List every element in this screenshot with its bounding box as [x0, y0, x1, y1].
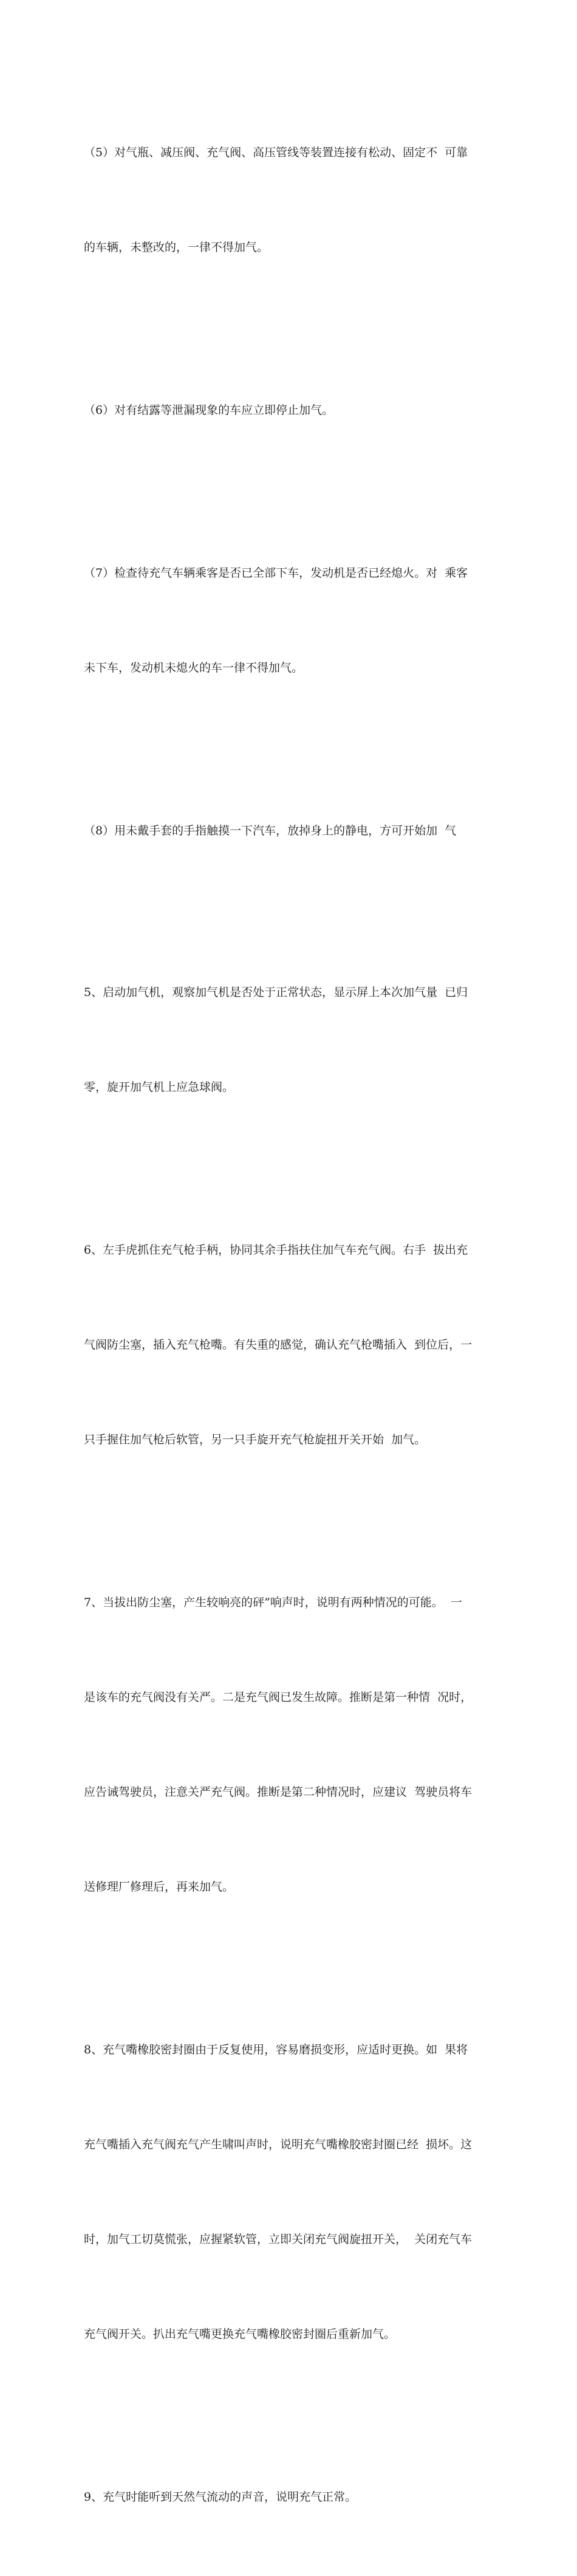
paragraph-step-7 [84, 1523, 503, 1966]
paragraph-item-8 [84, 752, 503, 910]
paragraph-step-5 [84, 913, 503, 1166]
paragraph-step-9 [84, 2418, 503, 2576]
text-line: 零，旋开加气机上应急球阀。 [84, 1080, 234, 1094]
paragraph-step-8 [84, 1971, 503, 2413]
paragraph-item-7 [84, 494, 503, 747]
paragraph-item-6 [84, 331, 503, 489]
text-line: 送修理厂修理后，再来加气。 [84, 1880, 234, 1894]
text-line: 未下车，发动机未熄火的车一律不得加气。 [84, 661, 304, 675]
paragraph-item-5 [84, 74, 503, 326]
text-line: 是该车的充气阀没有关严。二是充气阀已发生故障。推断是第一种情 况时， [84, 1691, 473, 1704]
text-line: 只手握住加气枪后软管，另一只手旋开充气枪旋扭开关开始 加气。 [84, 1433, 426, 1446]
text-line: 充气阀开关。扒出充气嘴更换充气嘴橡胶密封圈后重新加气。 [84, 2327, 396, 2341]
text-line: 时，加气工切莫慌张，应握紧软管，立即关闭充气阀旋扭开关， 关闭充气车 [84, 2233, 473, 2246]
text-line: 的车辆，未整改的，一律不得加气。 [84, 241, 269, 254]
text-line: （5）对气瓶、减压阀、充气阀、高压管线等装置连接有松动、固定不 可靠 [84, 146, 468, 159]
paragraph-step-6 [84, 1171, 503, 1519]
text-line: 充气嘴插入充气阀充气产生啸叫声时，说明充气嘴橡胶密封圈已经 损坏。这 [84, 2138, 473, 2151]
text-line: （8）用未戴手套的手指触摸一下汽车，放掉身上的静电，方可开始加 气 [84, 824, 457, 837]
text-line: （7）检查待充气车辆乘客是否已全部下车，发动机是否已经熄火。对 乘客 [84, 566, 468, 580]
text-line: 7、当拔出防尘塞，产生较响亮的砰”响声时，说明有两种情况的可能。 一 [84, 1596, 462, 1609]
text-line: （6）对有结露等泄漏现象的车应立即停止加气。 [84, 404, 334, 417]
text-line: 5、启动加气机，观察加气机是否处于正常状态，显示屏上本次加气量 已归 [84, 986, 468, 999]
text-line: 8、充气嘴橡胶密封圈由于反复使用，容易磨损变形，应适时更换。如 果将 [84, 2043, 468, 2056]
text-line: 9、充气时能听到天然气流动的声音，说明充气正常。 [84, 2490, 357, 2504]
text-line: 应告诫驾驶员，注意关严充气阀。推断是第二种情况时，应建议 驾驶员将车 [84, 1785, 473, 1799]
text-line: 气阀防尘塞，插入充气枪嘴。有失重的感觉，确认充气枪嘴插入 到位后，一 [84, 1338, 473, 1352]
document-body [84, 74, 503, 2576]
text-line: 6、左手虎抓住充气枪手柄，协同其余手指扶住加气车充气阀。右手 拔出充 [84, 1243, 468, 1257]
